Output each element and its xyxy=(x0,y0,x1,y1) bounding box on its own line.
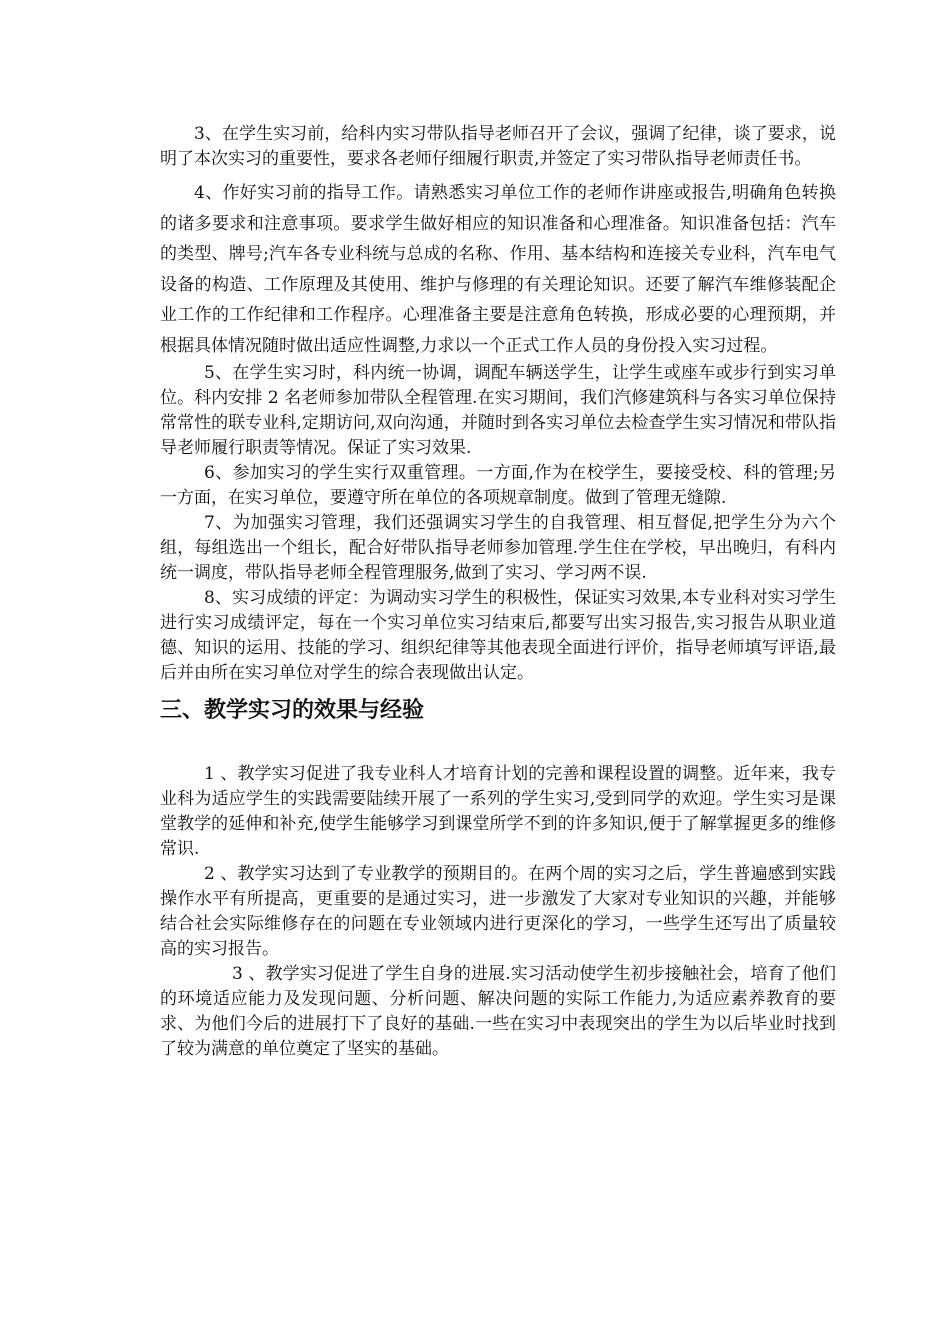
section-heading: 三、教学实习的效果与经验 xyxy=(160,698,425,723)
paragraph-effect-1: 1 、教学实习促进了我专业科人才培育计划的完善和课程设置的调整。近年来，我专业科为适应学生的实践需要陆续开展了一系列的学生实习,受到同学的欢迎。学生实习是课堂教学的延伸和补充,使学生能够学习到课堂所学不到的许多知识,便于了解掌握更多的维修常识. xyxy=(160,764,836,859)
paragraph-item-5: 5、在学生实习时，科内统一协调，调配车辆送学生，让学生或座车或步行到实习单位。科内安排 2 名老师参加带队全程管理.在实习期间，我们汽修建筑科与各实习单位保持常常性的联专业科,定期访问,双向沟通，并随时到各实习单位去检查学生实习情况和带队指导老师履行职责等情况。保证了实习效果. xyxy=(160,363,836,458)
paragraph-item-7: 7、为加强实习管理，我们还强调实习学生的自我管理、相互督促,把学生分为六个组，每组选出一个组长，配合好带队指导老师参加管理.学生住在学校，早出晚归，有科内统一调度，带队指导老师全程管理服务,做到了实习、学习两不误. xyxy=(160,513,836,583)
document-page xyxy=(160,122,836,1062)
paragraph-effect-3: 3 、教学实习促进了学生自身的进展.实习活动使学生初步接触社会，培育了他们的环境适应能力及发现问题、分析问题、解决问题的实际工作能力,为适应素养教育的要求、为他们今后的进展打下了良好的基础.一些在实习中表现突出的学生为以后毕业时找到了较为满意的单位奠定了坚实的基础。 xyxy=(160,964,836,1059)
paragraph-effect-2: 2 、教学实习达到了专业教学的预期目的。在两个周的实习之后，学生普遍感到实践操作水平有所提高，更重要的是通过实习，进一步激发了大家对专业知识的兴趣，并能够结合社会实际维修存在的问题在专业领域内进行更深化的学习，一些学生还写出了质量较高的实习报告。 xyxy=(160,864,836,959)
paragraph-item-8: 8、实习成绩的评定：为调动实习学生的积极性，保证实习效果,本专业科对实习学生进行实习成绩评定，每在一个实习单位实习结束后,都要写出实习报告,实习报告从职业道德、知识的运用、技能的学习、组织纪律等其他表现全面进行评价，指导老师填写评语,最后并由所在实习单位对学生的综合表现做出认定。 xyxy=(160,588,836,683)
paragraph-item-4: 4、作好实习前的指导工作。请熟悉实习单位工作的老师作讲座或报告,明确角色转换的诸多要求和注意事项。要求学生做好相应的知识准备和心理准备。知识准备包括：汽车的类型、牌号;汽车各专业科统与总成的名称、作用、基本结构和连接关专业科，汽车电气设备的构造、工作原理及其使用、维护与修理的有关理论知识。还要了解汽车维修装配企业工作的工作纪律和工作程序。心理准备主要是注意角色转换，形成必要的心理预期，并根据具体情况随时做出适应性调整,力求以一个正式工作人员的身份投入实习过程。 xyxy=(160,183,836,356)
paragraph-item-6: 6、参加实习的学生实行双重管理。一方面,作为在校学生，要接受校、科的管理;另一方面，在实习单位，要遵守所在单位的各项规章制度。做到了管理无缝隙. xyxy=(160,463,836,508)
paragraph-item-3: 3、在学生实习前，给科内实习带队指导老师召开了会议，强调了纪律，谈了要求，说明了本次实习的重要性，要求各老师仔细履行职责,并签定了实习带队指导老师责任书。 xyxy=(160,124,836,169)
